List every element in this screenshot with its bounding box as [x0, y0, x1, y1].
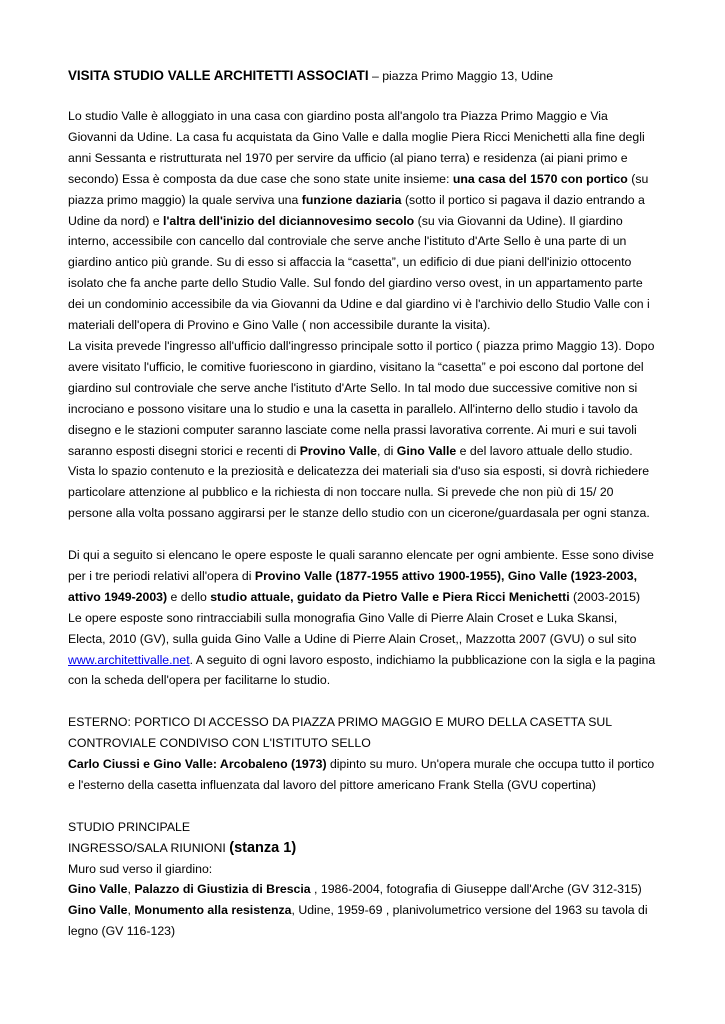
- website-link[interactable]: www.architettivalle.net: [68, 652, 190, 667]
- spacer: [68, 796, 658, 817]
- esterno-item: [68, 754, 658, 796]
- bold-run: Provino Valle: [299, 443, 377, 458]
- bold-run: l'altra dell'inizio del diciannovesimo secolo: [163, 213, 415, 228]
- text-run: ,: [127, 882, 135, 897]
- studio-heading: STUDIO PRINCIPALE: [68, 819, 191, 834]
- bold-run: funzione daziaria: [301, 192, 402, 207]
- bold-run: Gino Valle: [68, 882, 128, 897]
- bold-run: Gino Valle: [68, 903, 128, 918]
- text-run: dipinto su muro. Un'opera murale che occupa tutto il portico e l'esterno della casetta influenzata dal lavoro del pittore americano Frank Stella (GVU copertina): [68, 757, 655, 792]
- text-run: e dello: [167, 589, 211, 604]
- document-page: [68, 66, 658, 942]
- text-run: (sotto il portico si pagava il dazio entrando a Udine da nord) e: [68, 192, 645, 228]
- text-run: ,: [127, 903, 135, 918]
- muro-sud-label: Muro sud verso il giardino:: [68, 861, 213, 876]
- bold-run: Carlo Ciussi e Gino Valle: Arcobaleno (1973): [68, 757, 327, 772]
- sources-paragraph: [68, 608, 658, 692]
- bold-run: una casa del 1570 con portico: [452, 171, 628, 186]
- bold-run: Gino Valle: [396, 443, 457, 458]
- spacer: [68, 691, 658, 712]
- text-run: , di: [376, 443, 397, 458]
- ingresso-heading: [68, 838, 658, 859]
- bold-run: studio attuale, guidato da Pietro Valle e Piera Ricci Menichetti: [210, 589, 570, 604]
- visit-paragraph: [68, 336, 658, 461]
- bold-run: Provino Valle (1877-1955 attivo 1900-1955), Gino Valle (1923-2003, attivo 1949-2003): [68, 568, 638, 604]
- bold-run: Palazzo di Giustizia di Brescia: [134, 882, 311, 897]
- text-run: , Udine, 1959-69 , planivolumetrico versione del 1963 su tavola di legno (GV 116-123): [68, 903, 648, 939]
- text-run: (su via Giovanni da Udine). Il giardino interno, accessibile con cancello dal controviale che serve anche l'istituto d'Arte Sello è una parte di un giardino antico più grande. Su di esso si affaccia la “casetta”, un edificio di due piani dell'inizio ottocento isolato che fa anche parte dello Studio Valle. Sul fondo del giardino verso ovest, in un appartamento parte dei un condominio accessibile da via Giovanni da Udine e dal giardino vi è l'archivio dello Studio Valle con i materiali dell'opera di Provino e Gino Valle ( non accessibile durante la visita).: [68, 213, 650, 333]
- work-item-monumento: [68, 900, 658, 942]
- works-paragraph: [68, 545, 658, 608]
- text-run: Lo studio Valle è alloggiato in una casa con giardino posta all'angolo tra Piazza Primo Maggio e Via Giovanni da Udine. La casa fu acquistata da Gino Valle e dalla moglie Piera Ricci Menichetti alla fine degli anni Sessanta e ristrutturata nel 1970 per servire da ufficio (al piano terra) e residenza (ai piani primo e secondo) Essa è composta da due case che sono state unite insieme:: [68, 109, 645, 186]
- title-line: [68, 66, 658, 86]
- stanza-label: (stanza 1): [229, 839, 297, 856]
- intro-paragraph: [68, 106, 658, 336]
- text-run: Di qui a seguito si elencano le opere esposte le quali saranno elencate per ogni ambiente. Esse sono divise per i tre periodi relativi all'opera di: [68, 548, 654, 583]
- document-title: VISITA STUDIO VALLE ARCHITETTI ASSOCIATI: [68, 68, 369, 83]
- esterno-heading: ESTERNO: PORTICO DI ACCESSO DA PIAZZA PRIMO MAGGIO E MURO DELLA CASETTA SUL CONTROVIALE CONDIVISO CON L'ISTITUTO SELLO: [68, 715, 612, 751]
- document-address: – piazza Primo Maggio 13, Udine: [368, 69, 554, 83]
- text-run: La visita prevede l'ingresso all'ufficio dall'ingresso principale sotto il portico ( piazza primo Maggio 13). Dopo avere visitato l'ufficio, le comitive fuoriescono in giardino, visitano la “casetta” e poi escono dal portone del giardino sul controviale che serve anche l'istituto d'Arte Sello. In tal modo due successive comitive non si incrociano e possono visitare una lo studio e una la casetta in parallelo. All'interno dello studio i tavolo da disegno e le stazioni computer saranno lasciate come nella prassi lavorativa corrente. Ai muri e sui tavoli saranno esposti disegni storici e recenti di: [68, 338, 655, 458]
- text-run: (su piazza primo maggio) la quale serviva una: [68, 171, 649, 207]
- ingresso-label: INGRESSO/SALA RIUNIONI: [68, 840, 230, 855]
- text-run: , 1986-2004, fotografia di Giuseppe dall'Arche (GV 312-315): [310, 882, 642, 897]
- caution-paragraph: Vista lo spazio contenuto e la preziosità e delicatezza dei materiali sia d'uso sia esposti, si dovrà richiedere particolare attenzione al pubblico e la richiesta di non toccare nulla. Si prevede che non più di 15/ 20 persone alla volta possano aggirarsi per le stanze dello studio con un cicerone/guardasala per ogni stanza.: [68, 464, 650, 521]
- text-run: e del lavoro attuale dello studio.: [456, 443, 633, 458]
- text-run: Le opere esposte sono rintracciabili sulla monografia Gino Valle di Pierre Alain Croset e Luka Skansi, Electa, 2010 (GV), sulla guida Gino Valle a Udine di Pierre Alain Croset,, Mazzotta 2007 (GVU) o sul sito: [68, 610, 637, 646]
- bold-run: Monumento alla resistenza: [134, 903, 292, 918]
- text-run: (2003-2015): [569, 589, 641, 604]
- spacer: [68, 524, 658, 545]
- work-item-brescia: [68, 879, 658, 900]
- text-run: . A seguito di ogni lavoro esposto, indichiamo la pubblicazione con la sigla e la pagina con la scheda dell'opera per facilitarne lo studio.: [68, 652, 656, 688]
